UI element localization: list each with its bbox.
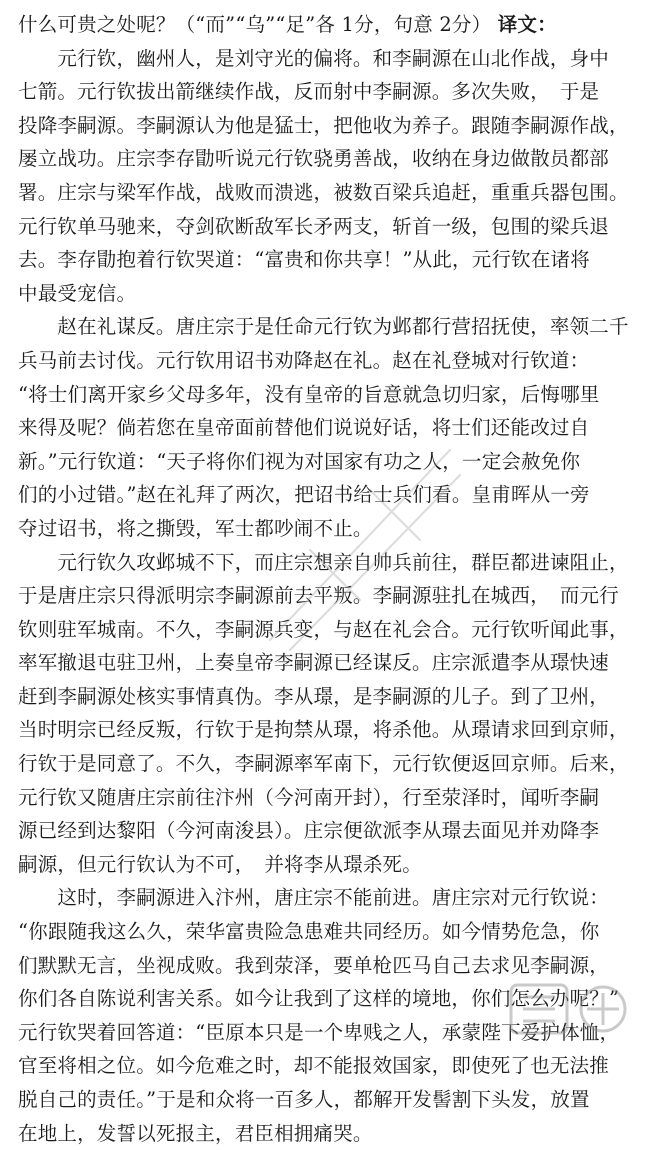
text-line: 你们各自陈说利害关系。如今让我到了这样的境地，你们怎么办呢？” [18, 987, 620, 1011]
text-line: 七箭。元行钦拔出箭继续作战，反而射中李嗣源。多次失败， 于是 [18, 80, 600, 104]
question-text: 什么可贵之处呢？（“而”“乌”“足”各 1分，句意 2分） [18, 13, 492, 36]
text-line: 嗣源，但元行钦认为不可， 并将李从璟杀死。 [18, 852, 422, 876]
text-line: 脱自己的责任。”于是和众将一百多人，都解开发髻割下头发，放置 [18, 1088, 590, 1111]
text-line: 屡立战功。庄宗李存勖听说元行钦骁勇善战，收纳在身边做散员都部 [18, 147, 610, 171]
text-line: “将士们离开家乡父母多年，没有皇帝的旨意就急切归家，后悔哪里 [18, 382, 600, 406]
text-line: 夺过诏书，将之撕毁，军士都吵闹不止。 [18, 516, 373, 540]
text-line: 们的小过错。”赵在礼拜了两次，把诏书给士兵们看。皇甫晖从一旁 [18, 483, 590, 507]
watermark-icon [250, 430, 470, 660]
text-line: 源已经到达黎阳（今河南浚县）。庄宗便欲派李从璟去面见并劝降李 [18, 819, 600, 843]
text-line: 兵马前去讨伐。元行钦用诏书劝降赵在礼。赵在礼登城对行钦道： [18, 348, 590, 372]
text-line: 中最受宠信。 [18, 281, 137, 305]
text-line: 们默默无言，坐视成败。我到荥泽，要单枪匹马自己去求见李嗣源， [18, 953, 610, 977]
text-line: 去。李存勖抱着行钦哭道：“富贵和你共享！”从此，元行钦在诸将 [18, 248, 590, 272]
text-line: 元行钦单马驰来，夺剑砍断敌军长矛两支，斩首一级，包围的梁兵退 [18, 214, 610, 238]
text-line: 于是唐庄宗只得派明宗李嗣源前去平叛。李嗣源驻扎在城西， 而元行 [18, 584, 619, 608]
text-line: 率军撤退屯驻卫州，上奏皇帝李嗣源已经谋反。庄宗派遣李从璟快速 [18, 651, 610, 675]
text-line: 在地上，发誓以死报主，君臣相拥痛哭。 [18, 1121, 373, 1145]
text-line: 元行钦哭着回答道：“臣原本只是一个卑贱之人，承蒙陛下爱护体恤， [18, 1020, 620, 1044]
text-line: 官至将相之位。如今危难之时，却不能报效国家，即使死了也无法推 [18, 1054, 610, 1078]
text-line: 来得及呢？倘若您在皇帝面前替他们说说好话，将士们还能改过自 [18, 416, 590, 440]
text-line: 行钦于是同意了。不久，李嗣源率军南下，元行钦便返回京师。后来， [18, 752, 629, 776]
text-line: 赶到李嗣源处核实事情真伪。李从璟，是李嗣源的儿子。到了卫州， [18, 684, 610, 708]
text-line: 赵在礼谋反。唐庄宗于是任命元行钦为邺都行营招抚使，率领二千 [18, 315, 629, 339]
text-line: 元行钦，幽州人，是刘守光的偏将。和李嗣源在山北作战，身中 [18, 46, 610, 70]
translation-label: 译文： [497, 13, 557, 36]
text-line: 投降李嗣源。李嗣源认为他是猛士，把他收为养子。跟随李嗣源作战， [18, 113, 629, 137]
logo-stamp-icon [505, 975, 645, 1047]
text-line: 署。庄宗与梁军作战，战败而溃逃，被数百梁兵追赶，重重兵器包围。 [18, 180, 629, 204]
text-line: “你跟随我这么久，荣华富贵险急患难共同经历。如今情势危急，你 [18, 920, 600, 944]
text-line: 钦则驻军城南。不久，李嗣源兵变，与赵在礼会合。元行钦听闻此事， [18, 617, 629, 641]
text-line: 当时明宗已经反叛，行钦于是拘禁从璟，将杀他。从璟请求回到京师， [18, 718, 629, 742]
text-line: 新。”元行钦道：“天子将你们视为对国家有功之人，一定会赦免你 [18, 449, 581, 473]
text-line: 元行钦久攻邺城不下，而庄宗想亲自帅兵前往，群臣都进谏阻止， [18, 550, 629, 574]
text-line: 这时，李嗣源进入汴州，唐庄宗不能前进。唐庄宗对元行钦说： [18, 886, 610, 910]
header-line [18, 8, 636, 42]
text-line: 元行钦又随唐庄宗前往汴州（今河南开封），行至荥泽时，闻听李嗣 [18, 785, 600, 809]
